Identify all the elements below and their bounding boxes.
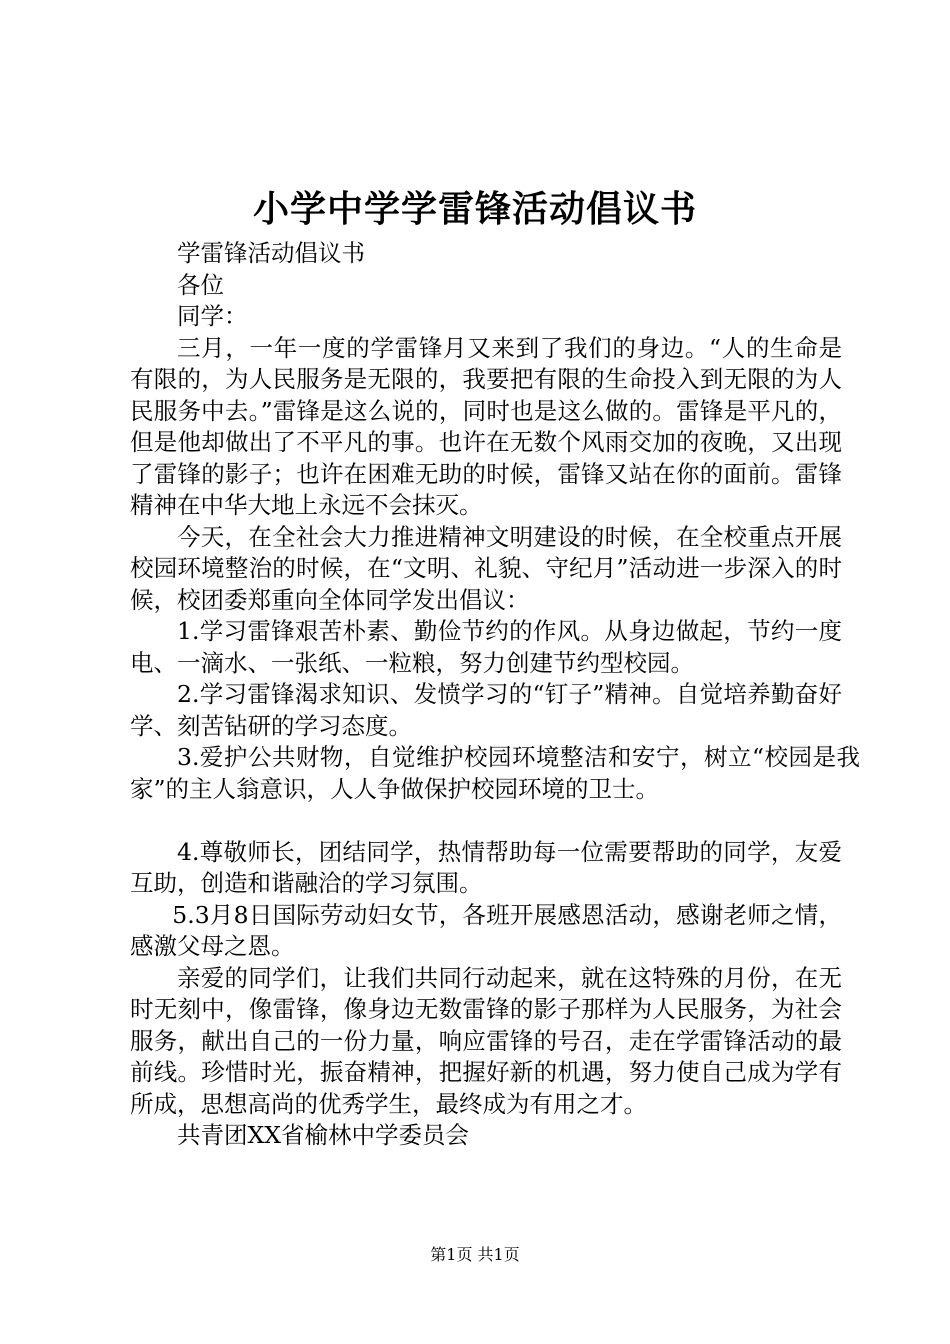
paragraph-closing: 亲爱的同学们，让我们共同行动起来，就在这特殊的月份，在无时无刻中，像雷锋，像身边无数雷锋的影子那样为人民服务，为社会服务，献出自己的一份力量，响应雷锋的号召，走在学雷锋活动的最前线。珍惜时光，振奋精神，把握好新的机遇，努力使自己成为学有所成，思想高尚的优秀学生，最终成为有用之才。 xyxy=(130,963,842,1118)
paragraph-salutation-1: 各位 xyxy=(177,270,224,299)
paragraph-item-5: 5.3月8日国际劳动妇女节，各班开展感恩活动，感谢老师之情，感激父母之恩。 xyxy=(130,900,842,960)
paragraph-item-1: 1.学习雷锋艰苦朴素、勤俭节约的作风。从身边做起，节约一度电、一滴水、一张纸、一粒粮，努力创建节约型校园。 xyxy=(130,617,842,677)
paragraph-context: 今天，在全社会大力推进精神文明建设的时候，在全校重点开展校园环境整治的时候，在“文明、礼貌、守纪月”活动进一步深入的时候，校团委郑重向全体同学发出倡议： xyxy=(130,522,842,614)
paragraph-item-2: 2.学习雷锋渴求知识、发愤学习的“钉子”精神。自觉培养勤奋好学、刻苦钻研的学习态度。 xyxy=(130,680,842,740)
paragraph-subtitle: 学雷锋活动倡议书 xyxy=(177,239,365,267)
paragraph-intro: 三月，一年一度的学雷锋月又来到了我们的身边。“人的生命是有限的，为人民服务是无限的，我要把有限的生命投入到无限的为人民服务中去。”雷锋是这么说的，同时也是这么做的。雷锋是平凡的，但是他却做出了不平凡的事。也许在无数个风雨交加的夜晚，又出现了雷锋的影子；也许在困难无助的时候，雷锋又站在你的面前。雷锋精神在中华大地上永远不会抹灭。 xyxy=(130,333,842,519)
paragraph-salutation-2: 同学： xyxy=(177,302,248,330)
document-body xyxy=(130,238,860,1152)
paragraph-signature: 共青团XX省榆林中学委员会 xyxy=(177,1121,469,1149)
page-footer: 第1页 共1页 xyxy=(430,1245,520,1264)
paragraph-item-4: 4.尊敬师长，团结同学，热情帮助每一位需要帮助的同学，友爱互助，创造和谐融洽的学习氛围。 xyxy=(130,837,842,897)
paragraph-item-3: 3.爱护公共财物，自觉维护校园环境整洁和安宁，树立“校园是我家”的主人翁意识，人人争做保护校园环境的卫士。 xyxy=(130,743,860,803)
document-title: 小学中学学雷锋活动倡议书 xyxy=(252,188,697,230)
blank-line xyxy=(130,805,842,837)
